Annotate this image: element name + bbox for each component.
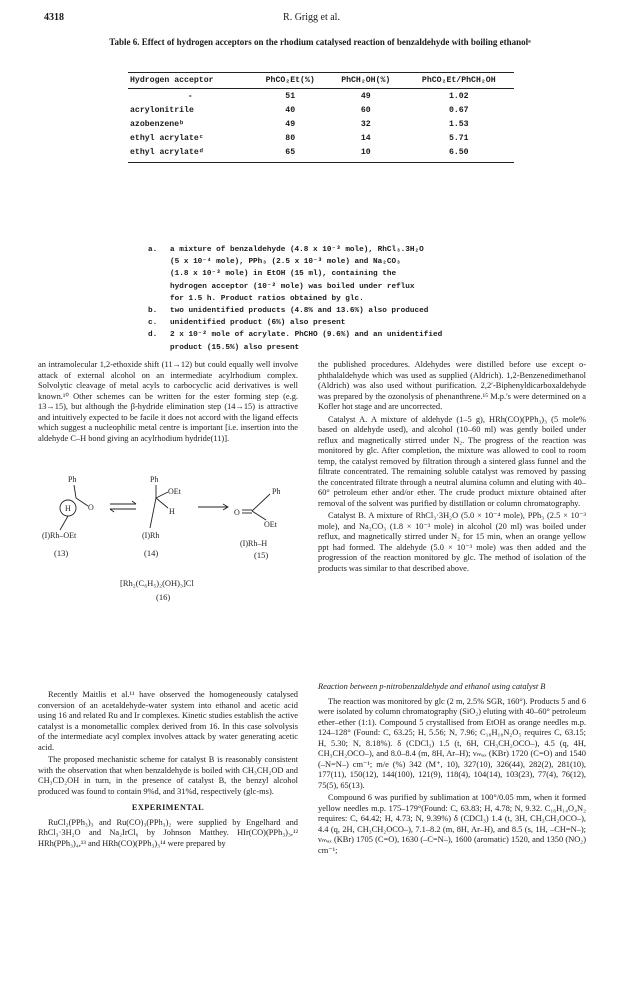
footnote-b: [148, 305, 588, 317]
acceptor-cell: -: [187, 91, 193, 101]
reaction-scheme: [38, 470, 300, 682]
footnote-key: b.: [148, 307, 158, 316]
acceptor-cell: acrylonitrile: [130, 105, 194, 115]
footnote-line: for 1.5 h. Product ratios obtained by glc.: [170, 294, 364, 303]
footnote-line: 2 x 10⁻² mole of acrylate. PhCHO (9.6%) and an unidentified: [170, 331, 443, 340]
compound-number: (14): [144, 548, 159, 558]
results-table: [128, 72, 514, 163]
acceptor-cell: azobenzeneᵇ: [130, 119, 185, 129]
right-column-bottom: [318, 682, 586, 858]
footnote-line: two unidentified products (4.8% and 13.6%) also produced: [170, 307, 429, 316]
table-row: [128, 146, 514, 163]
footnote-line: (5 x 10⁻⁴ mole), PPh₃ (2.5 x 10⁻³ mole) and Na₂CO₃: [170, 258, 401, 267]
alcohol-cell: 10: [328, 146, 404, 163]
subsection-heading: Reaction between p-nitrobenzaldehyde and ethanol using catalyst B: [318, 682, 546, 691]
footnote-key: a.: [148, 246, 158, 254]
ratio-cell: 6.50: [404, 146, 514, 163]
compound-number: (15): [254, 550, 269, 560]
running-head: R. Grigg et al.: [283, 12, 340, 23]
structure-label: OEt: [168, 487, 181, 496]
footnote-text: [170, 329, 442, 353]
compound-number: (13): [54, 548, 69, 558]
table-row: [128, 89, 514, 104]
table-row: [128, 117, 514, 131]
footnote-a: [148, 244, 588, 305]
footnote-line: a mixture of benzaldehyde (4.8 x 10⁻³ mole), RhCl₃.3H₂O: [170, 246, 424, 254]
ester-cell: 40: [285, 105, 296, 115]
structure-15: [234, 487, 280, 560]
ester-cell: 49: [285, 119, 296, 129]
ratio-cell: 5.71: [448, 134, 469, 144]
table-caption: Table 6. Effect of hydrogen acceptors on the rhodium catalysed reaction of benzaldehyde with boiling ethanolᵃ: [109, 37, 531, 47]
ester-cell: 65: [252, 146, 328, 163]
structure-13: [42, 475, 94, 558]
structure-14: [142, 475, 182, 558]
page-number: 4318: [44, 12, 64, 23]
column-header: Hydrogen acceptor: [128, 73, 252, 89]
structure-label: H: [65, 504, 71, 513]
body-paragraph: Catalyst A. A mixture of aldehyde (1–5 g), HRh(CO)(PPh₃)₃ (5 mole% based on aldehyde used), and alcohol (10–60 ml) was gently boiled under reflux and magnetically stirred under N₂. The progress of the reaction was monitored by glc. After completion, the mixture was allowed to cool to room temp, the catalyst removed by filtration through a sintered glass funnel and the filtrate concentrated. The remaining soluble catalyst was removed by passing the concentrated filtrate through a neutral alumina column and eluting with 40–60° petroleum ether and/or ether. The crude product mixture obtained after removal of the solvent was purified by distillation or column chromatography.: [318, 414, 586, 508]
alcohol-cell: 14: [360, 134, 371, 144]
alcohol-cell: 49: [360, 91, 371, 101]
structure-label: O: [234, 508, 240, 517]
body-paragraph: Recently Maitlis et al.¹¹ have observed the homogeneously catalysed conversion of an acetaldehyde-water system into ethanol and acetic acid using 16 and related Ru and Ir complexes. Kinetic studies establish the active catalyst is a monometallic complex derived from 16. In this case solvolysis of the intermediate acyl complex involves attack by water generating acetic acid.: [38, 690, 298, 752]
section-heading: EXPERIMENTAL: [131, 803, 205, 812]
footnote-c: [148, 317, 588, 329]
structure-label: (I)Rh: [142, 531, 160, 540]
ester-cell: 51: [285, 91, 296, 101]
table-header-row: [128, 73, 514, 89]
footnote-d: [148, 329, 588, 353]
footnote-text: [170, 244, 424, 305]
structure-label: (I)Rh–OEt: [42, 531, 77, 540]
body-paragraph: an intramolecular 1,2-ethoxide shift (11→12) but could equally well involve attack of external alcohol on an intermediate acylrhodium complex. Solvolytic cleavage of metal acyls to carbocyclic acid derivatives is well known.¹⁰ Other schemes can be written for the ester forming step (e.g. 13→15), but although the β-hydride elimination step (14→15) is attractive and intuitively expected to be facile it does not accord with the ligand effects which suggest a nucleophilic metal centre is important [i.e. insertion into the aldehyde C–H bond giving an acylrhodium hydride(11)].: [38, 360, 298, 443]
equilibrium-arrow: [110, 501, 136, 512]
ester-cell: 80: [285, 134, 296, 144]
footnote-line: unidentified product (6%) also present: [170, 319, 346, 328]
structure-label: Ph: [68, 475, 77, 484]
table-row: [128, 132, 514, 146]
reaction-arrow: [198, 504, 228, 510]
left-column-top: [38, 360, 298, 446]
structure-label: O: [88, 503, 94, 512]
structure-label: OEt: [264, 520, 277, 529]
footnote-key: c.: [148, 319, 158, 328]
complex-formula: [Rh₂(C₆H₅)₂(OH)₃]Cl: [120, 578, 194, 588]
footnote-line: hydrogen acceptor (10⁻² mole) was boiled under reflux: [170, 282, 415, 291]
column-header: PhCH₂OH(%): [328, 73, 404, 89]
structure-label: (I)Rh–H: [240, 539, 268, 548]
body-paragraph: Compound 6 was purified by sublimation at 100°/0.05 mm, when it formed yellow needles m.p. 175–179°(Found: C, 63.83; H, 4.78; N, 9.32. C₁₆H₁₄O₄N₂ requires: C, 64.42; H, 4.73; N, 9.39%) δ (CDCl₃) 1.4 (t, 3H, CH₃CH₂OCO–), 4.4 (q, 2H, CH₃CH₂OCO–), 7.1–8.2 (m, 8H, Ar–H), and 8.5 (s, 1H, –CH=N–); νₘₐₓ (KBr) 1705 (C=O), 1630 (–C=N–), 1600 (aromatic) 1520, and 1350 (NO₂) cm⁻¹;: [318, 793, 586, 855]
structure-label: H: [169, 507, 175, 516]
alcohol-cell: 60: [360, 105, 371, 115]
table-footnotes: [148, 244, 588, 354]
structure-label: Ph: [272, 487, 281, 496]
alcohol-cell: 32: [360, 119, 371, 129]
body-paragraph: Catalyst B. A mixture of RhCl₃·3H₂O (5.0 × 10⁻⁴ mole), PPh₃ (2.5 × 10⁻³ mole), and Na₂CO₃ (1.8 × 10⁻³ mole) in alcohol (20 ml) was boiled under reflux, and magnetically stirred under N₂ for 15 min, when an orange yellow ppt had formed. The aldehyde (5.0 × 10⁻³ mole) was then added and the progression of the reaction monitored by glc. The method of isolation of the products was similar to that described above.: [318, 511, 586, 573]
footnote-line: (1.8 x 10⁻³ mole) in EtOH (15 ml), containing the: [170, 270, 397, 279]
right-column-top: [318, 360, 586, 576]
acceptor-cell: ethyl acrylateᶜ: [130, 134, 204, 144]
column-header: PhCO₂Et(%): [252, 73, 328, 89]
column-header: PhCO₂Et/PhCH₂OH: [404, 73, 514, 89]
body-paragraph: The reaction was monitored by glc (2 m, 2.5% SGR, 160°). Products 5 and 6 were isolated by column chromatography (SiO₂) eluting with 40–60° petroleum ether–ether (1:1). Compound 5 crystallised from EtOH as orange needles m.p. 124–128° (Found: C, 63.25; H, 5.56; N, 7.96; C₁₈H₁₈N₂O₅ requires C, 63.15; H, 5.30; N, 8.18%). δ (CDCl₃) 1.5 (t, 6H, CH₃CH₂OCO–), 4.5 (q, 4H, CH₃CH₂OCO–), and 8.0–8.4 (m, 8H, Ar–H); νₘₐₓ (KBr) 1720 (C=O) and 1540 (–N=N–) cm⁻¹; m/e (%) 342 (M⁺, 10), 327(10), 326(44), 282(2), 281(10), 177(11), 150(12), 144(100), 121(9), 118(4), 104(14), 103(23), 77(4), 76(12), 75(5), 65(13).: [318, 696, 586, 790]
body-paragraph: The proposed mechanistic scheme for catalyst B is reasonably consistent with the observation that when benzaldehyde is boiled with CH₃CH₂OD and CH₃CD₂OH in turn, in the presence of catalyst B, the benzyl alcohol produced was found to contain 9%d, and 31%d, respectively (glc-ms).: [38, 755, 298, 796]
structure-label: Ph: [150, 475, 159, 484]
left-column-bottom: [38, 690, 298, 851]
ratio-cell: 1.53: [448, 119, 469, 129]
ratio-cell: 1.02: [448, 91, 469, 101]
ratio-cell: 0.67: [448, 105, 469, 115]
footnote-key: d.: [148, 331, 158, 340]
body-paragraph: the published procedures. Aldehydes were distilled before use except o-phthalaldehyde which was used as supplied (Aldrich). 1,2-Benzenedimethanol (Aldrich) was also used without purification. 2,2′-Biphenyldicarboxaldehyde was prepared by the ozonolysis of phenanthrene.¹⁵ M.p.'s were determined on a Kofler hot stage and are uncorrected.: [318, 360, 586, 411]
table-row: [128, 103, 514, 117]
footnote-line: product (15.5%) also present: [170, 343, 300, 352]
body-paragraph: RuCl₂(PPh₃)₃ and Ru(CO)₃(PPh₃)₂ were supplied by Engelhard and RhCl₃·3H₂O and Na₂IrCl₆ by Johnson Matthey. HIr(CO)(PPh₃)₃,¹² HRh(PPh₃)₄,¹³ and HRh(CO)(PPh₃)₃¹⁴ were prepared by: [38, 817, 298, 848]
compound-number: (16): [156, 592, 171, 602]
acceptor-cell: ethyl acrylateᵈ: [128, 146, 252, 163]
